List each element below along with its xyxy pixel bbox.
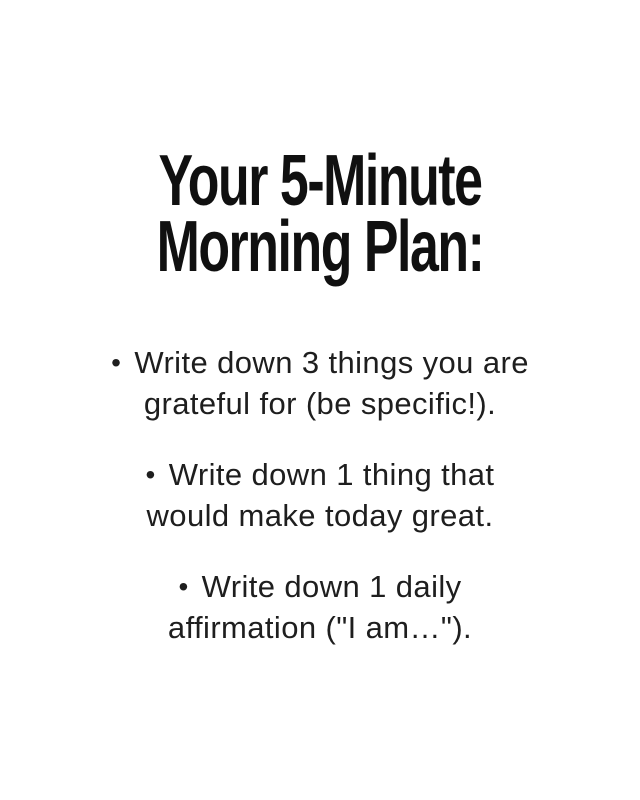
page-title-line-1: Your 5-Minute — [158, 141, 482, 221]
list-item-text: Write down 1 thing that — [168, 457, 495, 492]
page-title-line-2: Morning Plan: — [156, 207, 484, 287]
list-item-text: Write down 3 things you are — [134, 345, 529, 380]
bullet-icon: • — [178, 571, 189, 602]
checklist — [0, 342, 640, 648]
list-item-text: would make today great. — [146, 498, 494, 533]
list-item — [40, 566, 600, 648]
list-item-text: grateful for (be specific!). — [143, 386, 497, 421]
list-item-text: affirmation ("I am…"). — [167, 610, 473, 645]
list-item-text: Write down 1 daily — [201, 569, 462, 604]
list-item — [40, 342, 600, 424]
list-item — [40, 454, 600, 536]
bullet-icon: • — [145, 459, 156, 490]
bullet-icon: • — [111, 347, 122, 378]
page-title — [0, 0, 640, 287]
